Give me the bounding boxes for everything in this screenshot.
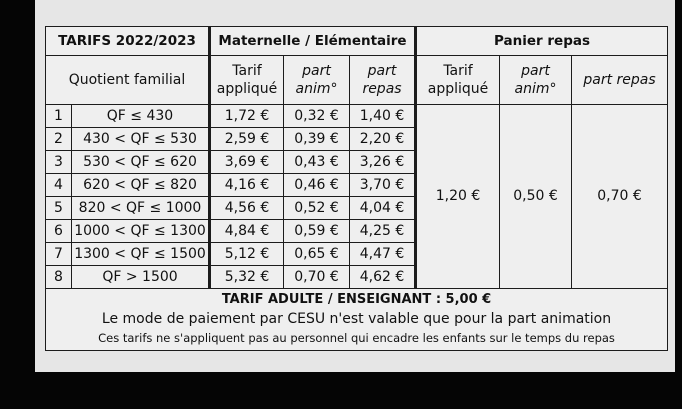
tarif-applique: 5,12 € [210,243,284,266]
qf-range: 430 < QF ≤ 530 [72,128,210,151]
part-anim: 0,59 € [284,220,350,243]
header-tarifs-year: TARIFS 2022/2023 [46,27,210,56]
tarif-applique: 4,16 € [210,174,284,197]
row-number: 3 [46,151,72,174]
row-number: 5 [46,197,72,220]
part-repas: 2,20 € [350,128,416,151]
panier-tarif-applique: 1,20 € [416,105,500,289]
part-anim: 0,32 € [284,105,350,128]
part-repas: 3,26 € [350,151,416,174]
qf-range: 620 < QF ≤ 820 [72,174,210,197]
panier-part-anim: 0,50 € [500,105,572,289]
qf-range: QF ≤ 430 [72,105,210,128]
part-repas: 3,70 € [350,174,416,197]
part-repas: 1,40 € [350,105,416,128]
tarif-applique: 4,84 € [210,220,284,243]
panier-subheader-part-repas: part repas [572,56,668,105]
header-maternelle-elementaire: Maternelle / Elémentaire [210,27,416,56]
part-anim: 0,65 € [284,243,350,266]
part-anim: 0,43 € [284,151,350,174]
document-page [35,0,675,372]
row-number: 7 [46,243,72,266]
header-panier-repas: Panier repas [416,27,668,56]
part-anim: 0,39 € [284,128,350,151]
subheader-part-repas: part repas [350,56,416,105]
staff-exclusion-note: Ces tarifs ne s'appliquent pas au personnel qui encadre les enfants sur le temps du repas [98,331,615,345]
row-number: 2 [46,128,72,151]
subheader-part-anim: part anim° [284,56,350,105]
qf-range: QF > 1500 [72,266,210,289]
panier-subheader-tarif-applique: Tarif appliqué [416,56,500,105]
tarif-applique: 2,59 € [210,128,284,151]
table-row [46,105,668,128]
tarif-applique: 1,72 € [210,105,284,128]
bleed-through-text [35,0,675,20]
qf-range: 530 < QF ≤ 620 [72,151,210,174]
row-number: 8 [46,266,72,289]
part-repas: 4,04 € [350,197,416,220]
qf-range: 820 < QF ≤ 1000 [72,197,210,220]
header-quotient-familial: Quotient familial [46,56,210,105]
row-number: 4 [46,174,72,197]
panier-subheader-part-anim: part anim° [500,56,572,105]
table-footer [46,289,668,351]
part-repas: 4,47 € [350,243,416,266]
part-anim: 0,46 € [284,174,350,197]
row-number: 6 [46,220,72,243]
subheader-tarif-applique: Tarif appliqué [210,56,284,105]
part-anim: 0,70 € [284,266,350,289]
tarif-applique: 4,56 € [210,197,284,220]
row-number: 1 [46,105,72,128]
tarif-applique: 5,32 € [210,266,284,289]
part-anim: 0,52 € [284,197,350,220]
cesu-payment-note: Le mode de paiement par CESU n'est valable que pour la part animation [101,311,612,327]
part-repas: 4,25 € [350,220,416,243]
qf-range: 1300 < QF ≤ 1500 [72,243,210,266]
part-repas: 4,62 € [350,266,416,289]
tarif-applique: 3,69 € [210,151,284,174]
adult-rate: TARIF ADULTE / ENSEIGNANT : 5,00 € [221,292,492,307]
tariff-table [45,26,668,351]
panier-part-repas: 0,70 € [572,105,668,289]
qf-range: 1000 < QF ≤ 1300 [72,220,210,243]
